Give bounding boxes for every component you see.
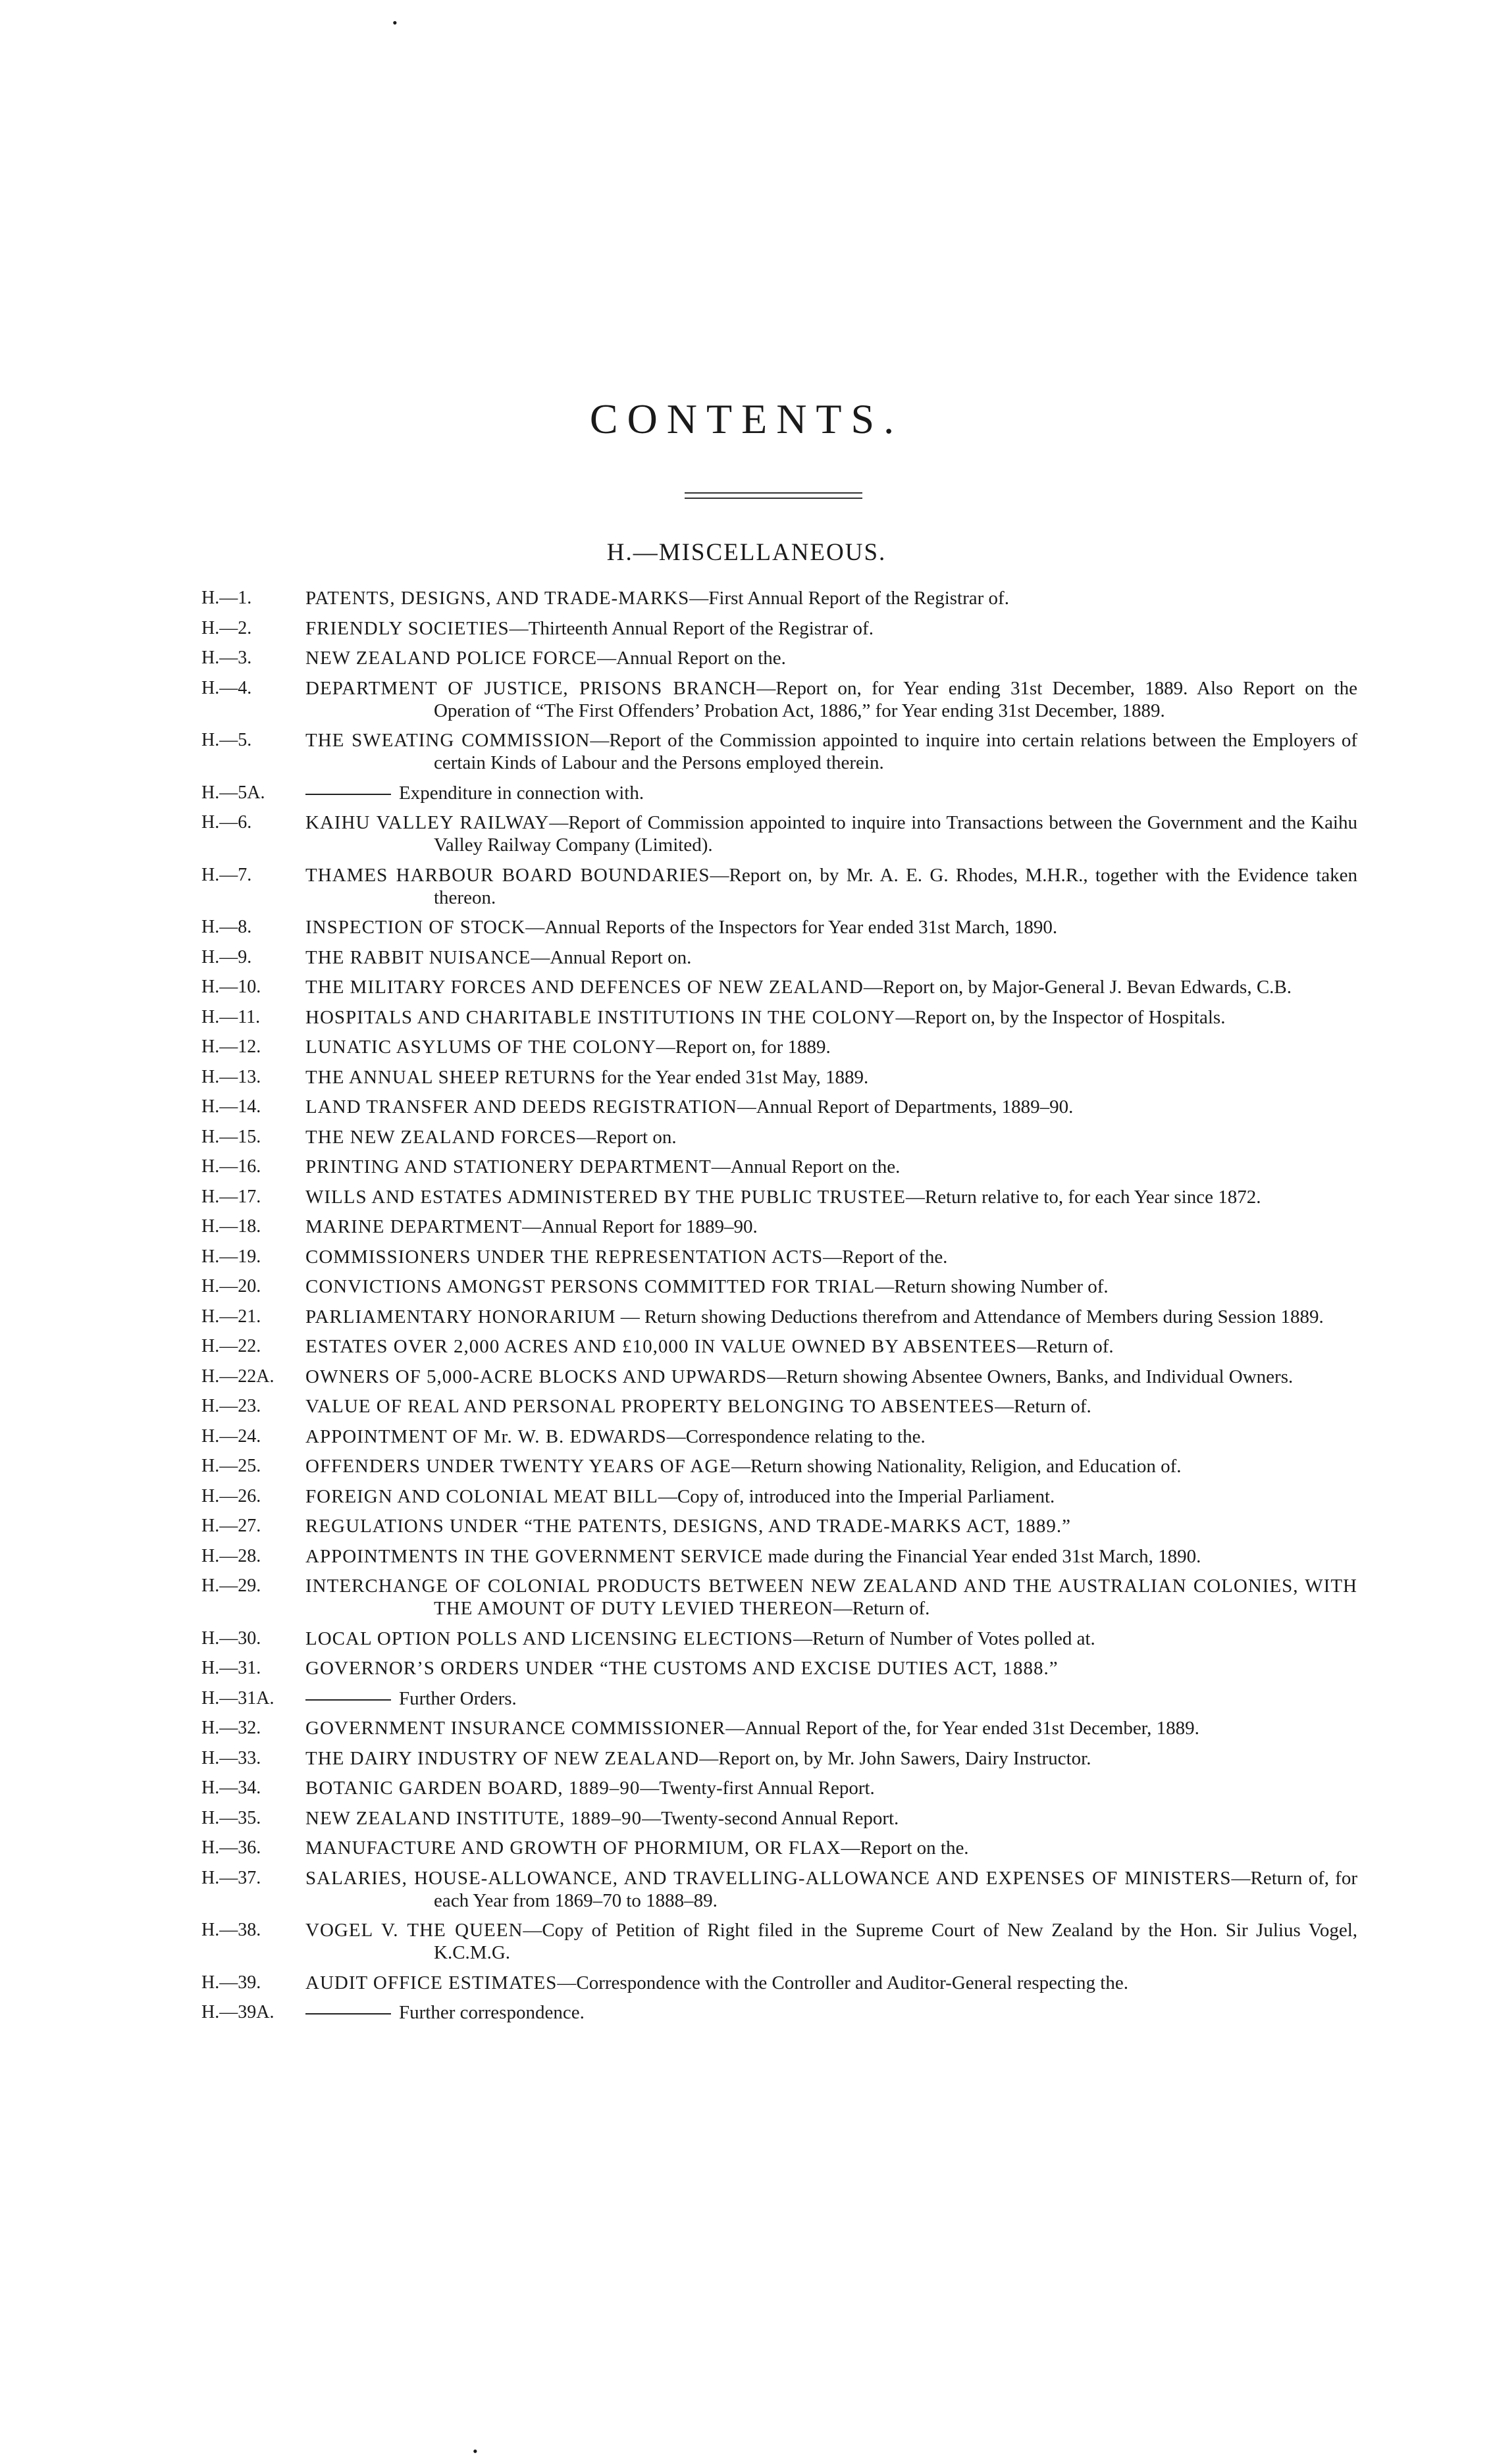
contents-entry bbox=[201, 647, 1357, 669]
contents-entry bbox=[201, 1575, 1357, 1620]
footer-mark: • bbox=[473, 2443, 478, 2459]
entry-description bbox=[305, 976, 1357, 998]
contents-entry bbox=[201, 1036, 1357, 1058]
ditto-dash bbox=[305, 2013, 391, 2015]
entry-code: H.—25. bbox=[201, 1456, 261, 1476]
entry-description bbox=[305, 1515, 1357, 1537]
entry-heading: NEW ZEALAND POLICE FORCE bbox=[305, 648, 598, 669]
entry-heading: THAMES HARBOUR BOARD BOUNDARIES bbox=[305, 864, 710, 886]
entry-code: H.—22. bbox=[201, 1336, 261, 1356]
entry-code: H.—36. bbox=[201, 1837, 261, 1858]
entry-text: —Annual Report on. bbox=[531, 946, 692, 968]
entry-description bbox=[305, 1156, 1357, 1178]
entry-text: —Report on, by Mr. John Sawers, Dairy Instructor. bbox=[699, 1747, 1091, 1769]
entry-code: H.—34. bbox=[201, 1778, 261, 1798]
entry-code: H.—21. bbox=[201, 1306, 261, 1327]
entry-text: —Annual Reports of the Inspectors for Year ended 31st March, 1890. bbox=[525, 917, 1058, 938]
entry-text: —Return of. bbox=[833, 1598, 930, 1619]
entry-code: H.—23. bbox=[201, 1396, 261, 1416]
entry-heading: COMMISSIONERS UNDER THE REPRESENTATION ACTS bbox=[305, 1246, 824, 1268]
entry-description bbox=[305, 729, 1357, 774]
contents-entry bbox=[201, 1126, 1357, 1148]
entry-code: H.—1. bbox=[201, 588, 252, 608]
entry-description bbox=[305, 1036, 1357, 1058]
contents-entry bbox=[201, 677, 1357, 722]
entry-code: H.—5. bbox=[201, 730, 252, 750]
entry-description bbox=[305, 1545, 1357, 1568]
contents-entry bbox=[201, 2001, 1357, 2024]
entry-heading: PARLIAMENTARY HONORARIUM bbox=[305, 1306, 616, 1327]
entry-heading: INSPECTION OF STOCK bbox=[305, 917, 526, 938]
contents-entry bbox=[201, 1425, 1357, 1448]
section-heading: H.—MISCELLANEOUS. bbox=[606, 539, 887, 566]
entry-description bbox=[305, 1867, 1357, 1912]
entry-heading: AUDIT OFFICE ESTIMATES bbox=[305, 1972, 558, 1993]
contents-entry bbox=[201, 1156, 1357, 1178]
entry-text: Further correspondence. bbox=[399, 2002, 585, 2023]
entry-code: H.—10. bbox=[201, 977, 261, 997]
entry-description bbox=[305, 1306, 1357, 1328]
entry-heading: HOSPITALS AND CHARITABLE INSTITUTIONS IN THE COLONY bbox=[305, 1006, 896, 1028]
entry-code: H.—37. bbox=[201, 1867, 261, 1888]
entry-heading: INTERCHANGE OF COLONIAL PRODUCTS BETWEEN NEW ZEALAND AND THE AUSTRALIAN COLONIES, WITH THE AMOUNT OF DUTY LEVIED THEREON bbox=[305, 1576, 1357, 1619]
entry-description bbox=[305, 1628, 1357, 1650]
entry-description bbox=[305, 1395, 1357, 1418]
entry-text: Further Orders. bbox=[399, 1687, 517, 1709]
entry-text: —Report on. bbox=[577, 1126, 677, 1148]
entry-description bbox=[305, 617, 1357, 640]
entry-text: —Report on, by Mr. A. E. G. Rhodes, M.H.R., together with the Evidence taken thereon. bbox=[434, 864, 1357, 908]
entry-description bbox=[305, 1216, 1357, 1238]
entry-text: —Return of. bbox=[995, 1396, 1091, 1417]
entry-heading: KAIHU VALLEY RAILWAY bbox=[305, 812, 550, 833]
entry-code: H.—9. bbox=[201, 946, 252, 967]
entry-description bbox=[305, 1186, 1357, 1208]
entry-text: —Twenty-first Annual Report. bbox=[640, 1778, 875, 1799]
entry-heading: SALARIES, HOUSE-ALLOWANCE, AND TRAVELLING-ALLOWANCE AND EXPENSES OF MINISTERS bbox=[305, 1867, 1232, 1889]
entry-code: H.—30. bbox=[201, 1628, 261, 1649]
contents-entry bbox=[201, 1807, 1357, 1830]
entry-description bbox=[305, 1657, 1357, 1680]
entry-code: H.—8. bbox=[201, 917, 252, 937]
entry-text: for the Year ended 31st May, 1889. bbox=[596, 1066, 869, 1088]
contents-entry bbox=[201, 1216, 1357, 1238]
entry-text: —Return of Number of Votes polled at. bbox=[793, 1628, 1095, 1649]
contents-entry bbox=[201, 976, 1357, 998]
entry-description bbox=[305, 677, 1357, 722]
entry-text: —Correspondence with the Controller and Auditor-General respecting the. bbox=[557, 1972, 1128, 1993]
entry-code: H.—32. bbox=[201, 1718, 261, 1738]
contents-entry bbox=[201, 946, 1357, 969]
entry-heading: THE ANNUAL SHEEP RETURNS bbox=[305, 1066, 596, 1088]
entry-text: —Report on, by the Inspector of Hospitals. bbox=[895, 1006, 1226, 1028]
entry-heading: THE NEW ZEALAND FORCES bbox=[305, 1126, 577, 1148]
entry-text: — Return showing Deductions therefrom and Attendance of Members during Session 1889. bbox=[616, 1306, 1324, 1327]
entry-text: —Return relative to, for each Year since 1872. bbox=[905, 1186, 1261, 1208]
entry-code: H.—13. bbox=[201, 1066, 261, 1087]
entry-heading: PRINTING AND STATIONERY DEPARTMENT bbox=[305, 1156, 712, 1177]
entry-heading: VALUE OF REAL AND PERSONAL PROPERTY BELONGING TO ABSENTEES bbox=[305, 1396, 995, 1417]
entry-heading: VOGEL V. THE QUEEN bbox=[305, 1920, 523, 1941]
entry-description bbox=[305, 1275, 1357, 1298]
entry-code: H.—11. bbox=[201, 1006, 261, 1027]
entry-text: —Report on, for Year ending 31st December, 1889. Also Report on the Operation of “The First Offenders’ Probation Act, 1886,” for Year ending 31st December, 1889. bbox=[434, 677, 1358, 721]
entry-text: —Report of Commission appointed to inquire into Transactions between the Government and the Kaihu Valley Railway Company (Limited). bbox=[434, 812, 1357, 856]
contents-entry bbox=[201, 811, 1357, 856]
entry-heading: THE MILITARY FORCES AND DEFENCES OF NEW ZEALAND bbox=[305, 977, 864, 998]
ditto-dash bbox=[305, 1699, 391, 1701]
contents-entry bbox=[201, 1246, 1357, 1268]
contents-entry bbox=[201, 1972, 1357, 1994]
entry-heading: BOTANIC GARDEN BOARD, 1889–90 bbox=[305, 1778, 641, 1799]
entry-code: H.—31A. bbox=[201, 1687, 275, 1708]
entry-text: —Report on, for 1889. bbox=[656, 1037, 831, 1058]
entry-description bbox=[305, 1366, 1357, 1388]
entry-text: —Copy of, introduced into the Imperial Parliament. bbox=[658, 1485, 1055, 1507]
entry-text: —Correspondence relating to the. bbox=[666, 1425, 926, 1447]
entry-code: H.—3. bbox=[201, 648, 252, 668]
contents-entry bbox=[201, 1395, 1357, 1418]
entry-code: H.—24. bbox=[201, 1425, 261, 1447]
entry-description bbox=[305, 1687, 1357, 1710]
contents-entry bbox=[201, 1455, 1357, 1477]
contents-entry bbox=[201, 1545, 1357, 1568]
entry-text: —Annual Report on the. bbox=[597, 648, 786, 669]
entry-code: H.—27. bbox=[201, 1516, 261, 1536]
contents-entry bbox=[201, 1919, 1357, 1964]
contents-entry bbox=[201, 1335, 1357, 1358]
contents-entry bbox=[201, 1006, 1357, 1029]
entry-text: made during the Financial Year ended 31st March, 1890. bbox=[763, 1545, 1201, 1567]
entry-description bbox=[305, 864, 1357, 909]
entry-heading: LAND TRANSFER AND DEEDS REGISTRATION bbox=[305, 1096, 737, 1117]
entry-code: H.—20. bbox=[201, 1276, 261, 1296]
entry-description bbox=[305, 1919, 1357, 1964]
contents-entry bbox=[201, 1515, 1357, 1537]
entry-description bbox=[305, 2001, 1357, 2024]
entry-text: —Copy of Petition of Right filed in the Supreme Court of New Zealand by the Hon. Sir Julius Vogel, K.C.M.G. bbox=[434, 1920, 1357, 1963]
entry-code: H.—39. bbox=[201, 1972, 261, 1993]
entry-code: H.—29. bbox=[201, 1576, 261, 1596]
entry-code: H.—5A. bbox=[201, 782, 265, 803]
entry-description bbox=[305, 1717, 1357, 1739]
entry-text: Expenditure in connection with. bbox=[399, 782, 644, 804]
contents-entry bbox=[201, 1275, 1357, 1298]
entry-heading: WILLS AND ESTATES ADMINISTERED BY THE PUBLIC TRUSTEE bbox=[305, 1186, 906, 1208]
entry-heading: PATENTS, DESIGNS, AND TRADE-MARKS bbox=[305, 588, 690, 609]
entry-description bbox=[305, 811, 1357, 856]
entry-description bbox=[305, 1837, 1357, 1859]
entry-description bbox=[305, 1807, 1357, 1830]
contents-entry bbox=[201, 1747, 1357, 1770]
entry-text: —Annual Report of Departments, 1889–90. bbox=[737, 1096, 1074, 1117]
entry-description bbox=[305, 1066, 1357, 1089]
entry-text: —Return showing Number of. bbox=[875, 1276, 1109, 1297]
entry-text: —Report on the. bbox=[841, 1837, 969, 1859]
page-title: CONTENTS. bbox=[589, 396, 904, 442]
entry-heading: THE SWEATING COMMISSION bbox=[305, 730, 590, 751]
entry-description bbox=[305, 916, 1357, 938]
contents-entry bbox=[201, 1186, 1357, 1208]
entry-description bbox=[305, 1575, 1357, 1620]
entry-description bbox=[305, 782, 1357, 804]
entry-text: —Thirteenth Annual Report of the Registrar of. bbox=[509, 617, 874, 639]
contents-entry bbox=[201, 916, 1357, 938]
entry-description bbox=[305, 647, 1357, 669]
speck-mark: • bbox=[392, 14, 398, 31]
entry-description bbox=[305, 1096, 1357, 1118]
contents-list bbox=[201, 587, 1357, 2032]
contents-entry bbox=[201, 587, 1357, 609]
entry-code: H.—12. bbox=[201, 1037, 261, 1057]
entry-code: H.—4. bbox=[201, 677, 252, 698]
contents-entry bbox=[201, 1366, 1357, 1388]
entry-heading: MANUFACTURE AND GROWTH OF PHORMIUM, OR FLAX bbox=[305, 1837, 841, 1859]
entry-text: —Report of the. bbox=[823, 1246, 948, 1268]
entry-code: H.—26. bbox=[201, 1485, 261, 1506]
entry-code: H.—2. bbox=[201, 617, 252, 638]
entry-heading: CONVICTIONS AMONGST PERSONS COMMITTED FOR TRIAL bbox=[305, 1276, 876, 1297]
contents-entry bbox=[201, 1687, 1357, 1710]
entry-heading: REGULATIONS UNDER “THE PATENTS, DESIGNS, AND TRADE-MARKS ACT, 1889.” bbox=[305, 1516, 1072, 1537]
entry-text: —Return showing Absentee Owners, Banks, and Individual Owners. bbox=[767, 1366, 1294, 1387]
entry-description bbox=[305, 1972, 1357, 1994]
entry-description bbox=[305, 1455, 1357, 1477]
entry-heading: THE RABBIT NUISANCE bbox=[305, 946, 531, 968]
entry-text: —Annual Report on the. bbox=[711, 1156, 901, 1177]
entry-heading: OFFENDERS UNDER TWENTY YEARS OF AGE bbox=[305, 1456, 731, 1477]
entry-text: —Report on, by Major-General J. Bevan Edwards, C.B. bbox=[863, 977, 1292, 998]
entry-heading: APPOINTMENT OF Mr. W. B. EDWARDS bbox=[305, 1425, 667, 1447]
contents-entry bbox=[201, 864, 1357, 909]
contents-entry bbox=[201, 782, 1357, 804]
contents-entry bbox=[201, 1628, 1357, 1650]
entry-heading: DEPARTMENT OF JUSTICE, PRISONS BRANCH bbox=[305, 677, 757, 699]
entry-code: H.—7. bbox=[201, 864, 252, 885]
entry-heading: GOVERNMENT INSURANCE COMMISSIONER bbox=[305, 1718, 726, 1739]
entry-code: H.—38. bbox=[201, 1920, 261, 1940]
entry-text: —Return showing Nationality, Religion, and Education of. bbox=[731, 1456, 1182, 1477]
entry-code: H.—22A. bbox=[201, 1366, 275, 1387]
entry-text: —Annual Report of the, for Year ended 31st December, 1889. bbox=[725, 1718, 1199, 1739]
entry-description bbox=[305, 1777, 1357, 1799]
entry-heading: LOCAL OPTION POLLS AND LICENSING ELECTIONS bbox=[305, 1628, 793, 1649]
entry-description bbox=[305, 1335, 1357, 1358]
entry-code: H.—33. bbox=[201, 1747, 261, 1768]
entry-heading: NEW ZEALAND INSTITUTE, 1889–90 bbox=[305, 1807, 642, 1829]
contents-entry bbox=[201, 617, 1357, 640]
contents-entry bbox=[201, 1837, 1357, 1859]
entry-text: —Annual Report for 1889–90. bbox=[522, 1216, 758, 1237]
entry-text: —Twenty-second Annual Report. bbox=[642, 1807, 899, 1829]
entry-code: H.—31. bbox=[201, 1658, 261, 1678]
entry-description bbox=[305, 1485, 1357, 1508]
title-rule bbox=[685, 492, 862, 494]
contents-entry bbox=[201, 1867, 1357, 1912]
entry-code: H.—17. bbox=[201, 1186, 261, 1207]
entry-code: H.—16. bbox=[201, 1156, 261, 1177]
entry-heading: FRIENDLY SOCIETIES bbox=[305, 617, 510, 639]
contents-entry bbox=[201, 1485, 1357, 1508]
contents-entry bbox=[201, 1066, 1357, 1089]
entry-heading: ESTATES OVER 2,000 ACRES AND £10,000 IN VALUE OWNED BY ABSENTEES bbox=[305, 1336, 1018, 1357]
entry-code: H.—14. bbox=[201, 1096, 261, 1117]
entry-text: —Return of. bbox=[1017, 1336, 1114, 1357]
entry-text: —First Annual Report of the Registrar of. bbox=[689, 588, 1009, 609]
entry-description bbox=[305, 1126, 1357, 1148]
entry-code: H.—6. bbox=[201, 812, 252, 833]
entry-heading: OWNERS OF 5,000-ACRE BLOCKS AND UPWARDS bbox=[305, 1366, 768, 1387]
entry-description bbox=[305, 1006, 1357, 1029]
entry-heading: MARINE DEPARTMENT bbox=[305, 1216, 523, 1237]
contents-entry bbox=[201, 1777, 1357, 1799]
entry-text: —Return of, for each Year from 1869–70 to 1888–89. bbox=[434, 1867, 1357, 1911]
entry-code: H.—15. bbox=[201, 1126, 261, 1147]
entry-code: H.—28. bbox=[201, 1545, 261, 1566]
entry-description bbox=[305, 946, 1357, 969]
entry-heading: THE DAIRY INDUSTRY OF NEW ZEALAND bbox=[305, 1747, 700, 1769]
title-rule-lower bbox=[685, 498, 862, 499]
entry-heading: LUNATIC ASYLUMS OF THE COLONY bbox=[305, 1037, 656, 1058]
entry-description bbox=[305, 1747, 1357, 1770]
entry-text: —Report of the Commission appointed to inquire into certain relations between the Employers of certain Kinds of Labour and the Persons employed therein. bbox=[434, 730, 1358, 773]
entry-code: H.—35. bbox=[201, 1807, 261, 1828]
entry-heading: GOVERNOR’S ORDERS UNDER “THE CUSTOMS AND EXCISE DUTIES ACT, 1888.” bbox=[305, 1658, 1059, 1679]
ditto-dash bbox=[305, 794, 391, 795]
entry-code: H.—18. bbox=[201, 1216, 261, 1237]
contents-entry bbox=[201, 1657, 1357, 1680]
entry-description bbox=[305, 1425, 1357, 1448]
entry-heading: APPOINTMENTS IN THE GOVERNMENT SERVICE bbox=[305, 1545, 764, 1567]
contents-entry bbox=[201, 1717, 1357, 1739]
entry-heading: FOREIGN AND COLONIAL MEAT BILL bbox=[305, 1485, 658, 1507]
contents-entry bbox=[201, 1096, 1357, 1118]
entry-code: H.—39A. bbox=[201, 2002, 275, 2022]
entry-description bbox=[305, 1246, 1357, 1268]
contents-entry bbox=[201, 1306, 1357, 1328]
entry-description bbox=[305, 587, 1357, 609]
contents-entry bbox=[201, 729, 1357, 774]
entry-code: H.—19. bbox=[201, 1246, 261, 1267]
